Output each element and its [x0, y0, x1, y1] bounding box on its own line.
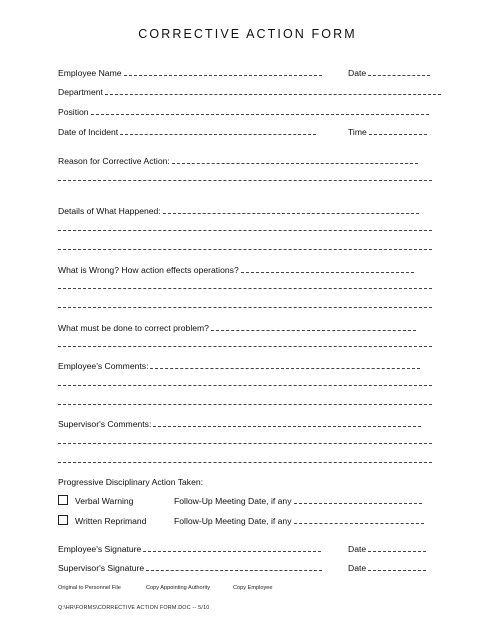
what-wrong-field[interactable] — [241, 272, 414, 273]
department-row — [58, 84, 441, 97]
employee-name-label: Employee Name — [58, 68, 122, 78]
verbal-followup-field[interactable] — [294, 503, 422, 504]
what-wrong-line[interactable] — [58, 307, 432, 308]
employee-comments-row — [58, 358, 420, 371]
written-reprimand-checkbox[interactable] — [58, 515, 68, 525]
supervisor-comments-label: Supervisor's Comments: — [58, 419, 152, 429]
date-of-incident-label: Date of Incident — [58, 127, 119, 137]
employee-comments-line[interactable] — [58, 385, 432, 386]
employee-signature-date-field[interactable] — [368, 551, 426, 552]
employee-signature-field[interactable] — [143, 551, 321, 552]
date-row-top — [348, 65, 430, 78]
details-label: Details of What Happened: — [58, 206, 161, 216]
employee-comments-field[interactable] — [150, 368, 420, 369]
verbal-followup-row — [174, 493, 422, 506]
distribution-appointing: Copy Appointing Authority — [146, 585, 211, 591]
reason-line[interactable] — [58, 180, 432, 181]
what-wrong-row — [58, 262, 414, 275]
details-row — [58, 203, 419, 216]
verbal-warning-label: Verbal Warning — [75, 496, 134, 506]
reason-field[interactable] — [172, 163, 418, 164]
supervisor-comments-line[interactable] — [58, 443, 432, 444]
employee-signature-label: Employee's Signature — [58, 544, 142, 554]
written-followup-row — [174, 513, 424, 526]
position-field[interactable] — [91, 114, 429, 115]
distribution-employee: Copy Employee — [233, 585, 273, 591]
time-field[interactable] — [369, 134, 427, 135]
employee-name-field[interactable] — [124, 75, 322, 76]
reason-label: Reason for Corrective Action: — [58, 156, 170, 166]
supervisor-signature-row — [58, 560, 322, 573]
disciplinary-heading-row — [58, 474, 203, 487]
followup-label: Follow-Up Meeting Date, if any — [174, 496, 292, 506]
position-label: Position — [58, 107, 89, 117]
details-field[interactable] — [163, 213, 419, 214]
verbal-warning-checkbox[interactable] — [58, 495, 68, 505]
time-row — [348, 124, 427, 137]
date-label: Date — [348, 544, 367, 554]
distribution-original: Original to Personnel File — [58, 585, 121, 591]
supervisor-signature-date-field[interactable] — [368, 570, 426, 571]
supervisor-comments-line[interactable] — [58, 462, 432, 463]
correct-line[interactable] — [58, 346, 432, 347]
written-reprimand-option[interactable] — [58, 513, 146, 526]
date-label: Date — [348, 68, 367, 78]
supervisor-signature-field[interactable] — [146, 570, 322, 571]
employee-comments-line[interactable] — [58, 404, 432, 405]
correct-label: What must be done to correct problem? — [58, 323, 209, 333]
supervisor-signature-label: Supervisor's Signature — [58, 563, 145, 573]
what-wrong-label: What is Wrong? How action effects operations? — [58, 265, 239, 275]
file-path: Q:\HR\FORMS\CORRECTIVE ACTION FORM.DOC -- 5/10 — [58, 605, 210, 611]
department-field[interactable] — [105, 94, 441, 95]
verbal-warning-option[interactable] — [58, 493, 133, 506]
form-title: CORRECTIVE ACTION FORM — [138, 27, 357, 41]
reason-row — [58, 153, 418, 166]
written-reprimand-label: Written Reprimand — [75, 516, 147, 526]
disciplinary-heading: Progressive Disciplinary Action Taken: — [58, 477, 204, 487]
correct-row — [58, 320, 416, 333]
supervisor-comments-field[interactable] — [153, 426, 421, 427]
date-field[interactable] — [368, 75, 430, 76]
date-of-incident-field[interactable] — [120, 134, 316, 135]
what-wrong-line[interactable] — [58, 288, 432, 289]
employee-signature-date-row — [348, 541, 426, 554]
followup-label: Follow-Up Meeting Date, if any — [174, 516, 292, 526]
supervisor-comments-row — [58, 416, 421, 429]
position-row — [58, 104, 429, 117]
department-label: Department — [58, 87, 103, 97]
time-label: Time — [348, 127, 367, 137]
employee-signature-row — [58, 541, 321, 554]
written-followup-field[interactable] — [294, 523, 424, 524]
correct-field[interactable] — [211, 330, 416, 331]
details-line[interactable] — [58, 249, 432, 250]
date-of-incident-row — [58, 124, 316, 137]
date-label: Date — [348, 563, 367, 573]
supervisor-signature-date-row — [348, 560, 426, 573]
details-line[interactable] — [58, 230, 432, 231]
employee-name-row — [58, 65, 322, 78]
employee-comments-label: Employee's Comments: — [58, 361, 149, 371]
